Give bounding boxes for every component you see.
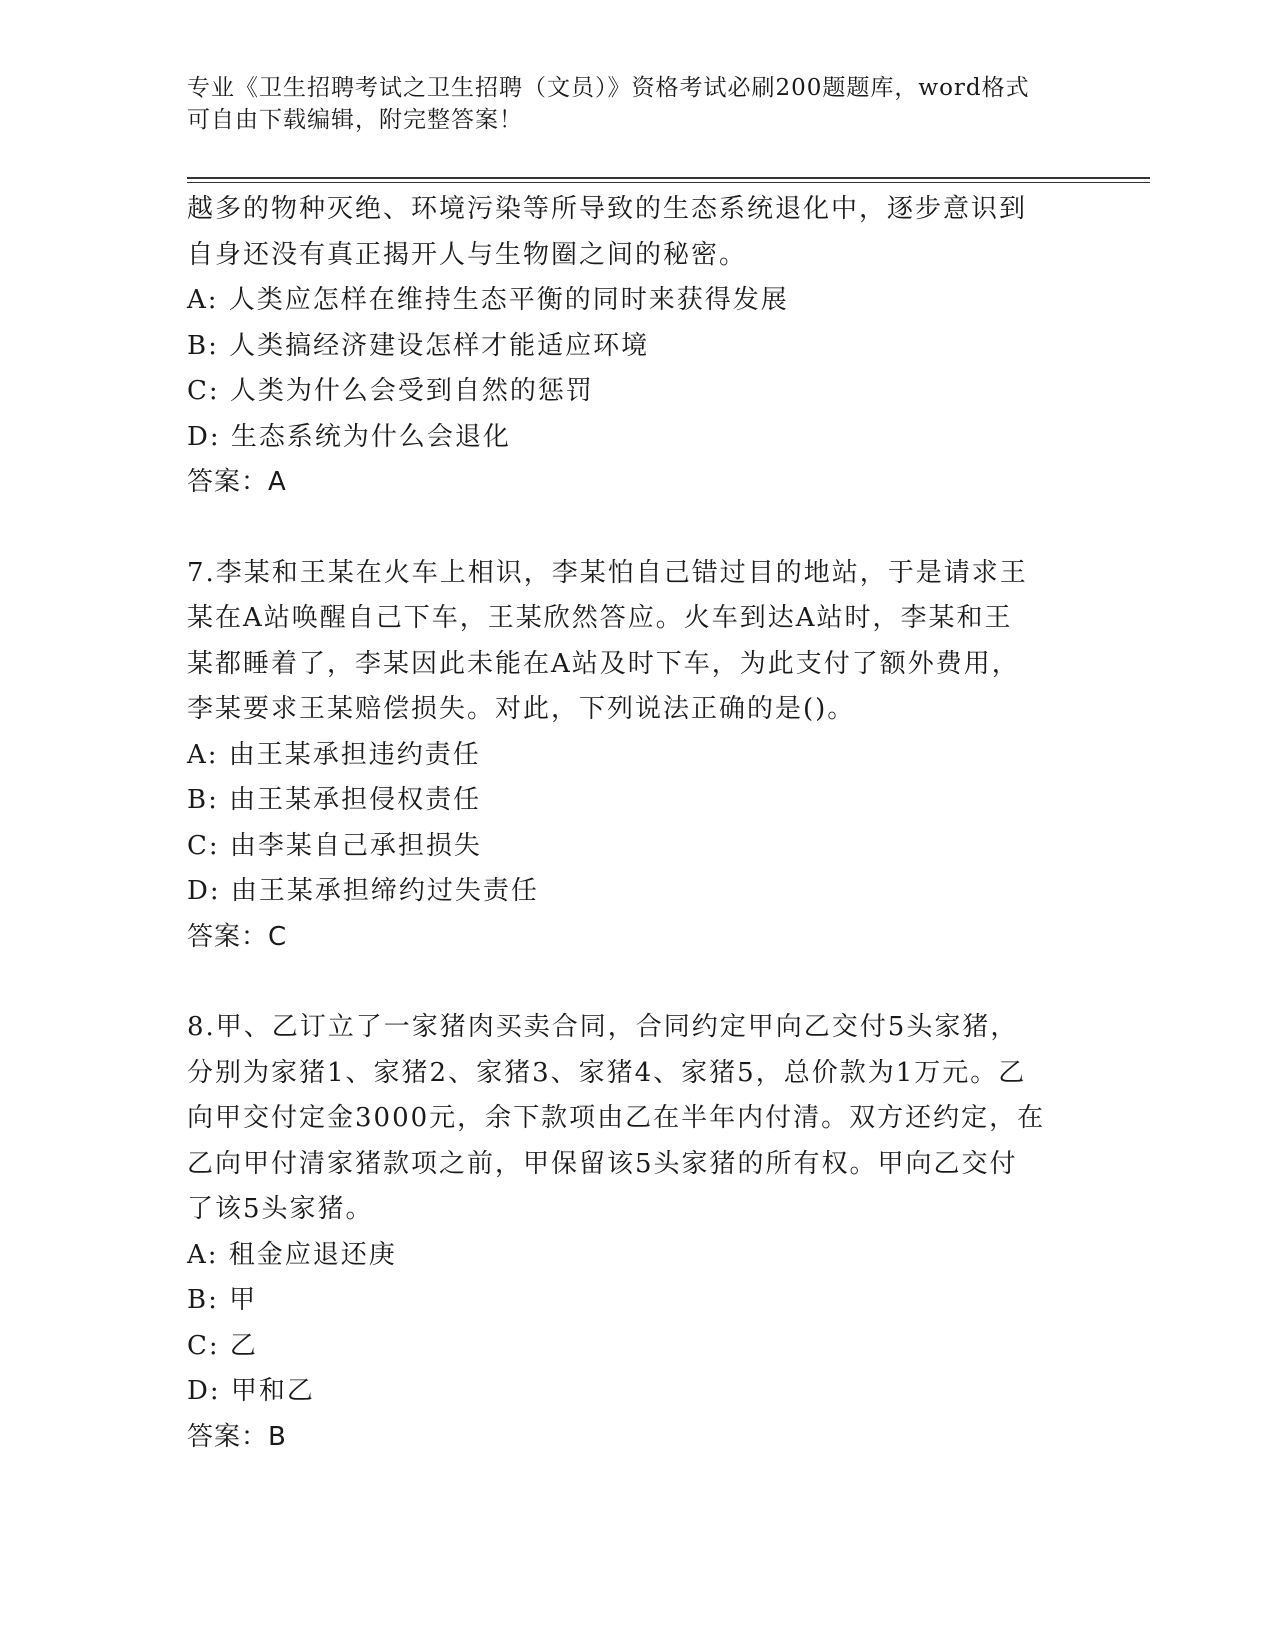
question-7 — [187, 551, 1087, 961]
header-line-2: 可自由下载编辑，附完整答案！ — [187, 107, 523, 133]
spacer — [187, 506, 1087, 551]
answer-line: 答案：B — [187, 1421, 287, 1452]
option-b: B: 由王某承担侵权责任 — [187, 785, 482, 815]
question-text-line: 某在A站唤醒自己下车，王某欣然答应。火车到达A站时，李某和王 — [187, 603, 1013, 633]
question-text-line: 向甲交付定金3000元，余下款项由乙在半年内付清。双方还约定，在 — [187, 1103, 1046, 1133]
question-text-line: 李某要求王某赔偿损失。对此，下列说法正确的是()。 — [187, 694, 856, 724]
question-text-line: 了该5头家猪。 — [187, 1194, 374, 1224]
question-text-line: 分别为家猪1、家猪2、家猪3、家猪4、家猪5，总价款为1万元。乙 — [187, 1057, 1027, 1088]
question-text-line: 8.甲、乙订立了一家猪肉买卖合同，合同约定甲向乙交付5头家猪， — [187, 1012, 1019, 1042]
header-line-1: 专业《卫生招聘考试之卫生招聘（文员）》资格考试必刷200题题库，word格式 — [187, 75, 1030, 101]
document-header — [187, 72, 1087, 136]
option-d: D: 甲和乙 — [187, 1376, 315, 1406]
question-text-line: 某都睡着了，李某因此未能在A站及时下车，为此支付了额外费用， — [187, 648, 1020, 679]
spacer — [187, 960, 1087, 1005]
question-text-line: 乙向甲付清家猪款项之前，甲保留该5头家猪的所有权。甲向乙交付 — [187, 1148, 1018, 1179]
answer-line: 答案：A — [187, 467, 287, 497]
question-text-line: 自身还没有真正揭开人与生物圈之间的秘密。 — [187, 239, 748, 270]
option-b: B: 人类搞经济建设怎样才能适应环境 — [187, 330, 650, 361]
question-text-line: 越多的物种灭绝、环境污染等所导致的生态系统退化中，逐步意识到 — [187, 194, 1028, 224]
option-b: B: 甲 — [187, 1285, 258, 1315]
header-rule-thin — [187, 182, 1150, 183]
question-8 — [187, 1005, 1087, 1460]
option-d: D: 生态系统为什么会退化 — [187, 421, 511, 452]
option-a: A: 人类应怎样在维持生态平衡的同时来获得发展 — [187, 285, 789, 315]
header-rule-thick — [187, 177, 1150, 179]
option-d: D: 由王某承担缔约过失责任 — [187, 876, 539, 906]
option-c: C: 由李某自己承担损失 — [187, 830, 482, 861]
option-c: C: 乙 — [187, 1330, 258, 1361]
question-text-line: 7.李某和王某在火车上相识，李某怕自己错过目的地站，于是请求王 — [187, 557, 1028, 588]
answer-line: 答案：C — [187, 921, 288, 952]
option-a: A: 由王某承担违约责任 — [187, 739, 481, 770]
question-prev — [187, 187, 1087, 506]
option-a: A: 租金应退还庚 — [187, 1239, 397, 1270]
option-c: C: 人类为什么会受到自然的惩罚 — [187, 376, 594, 406]
document-body — [187, 187, 1087, 1460]
